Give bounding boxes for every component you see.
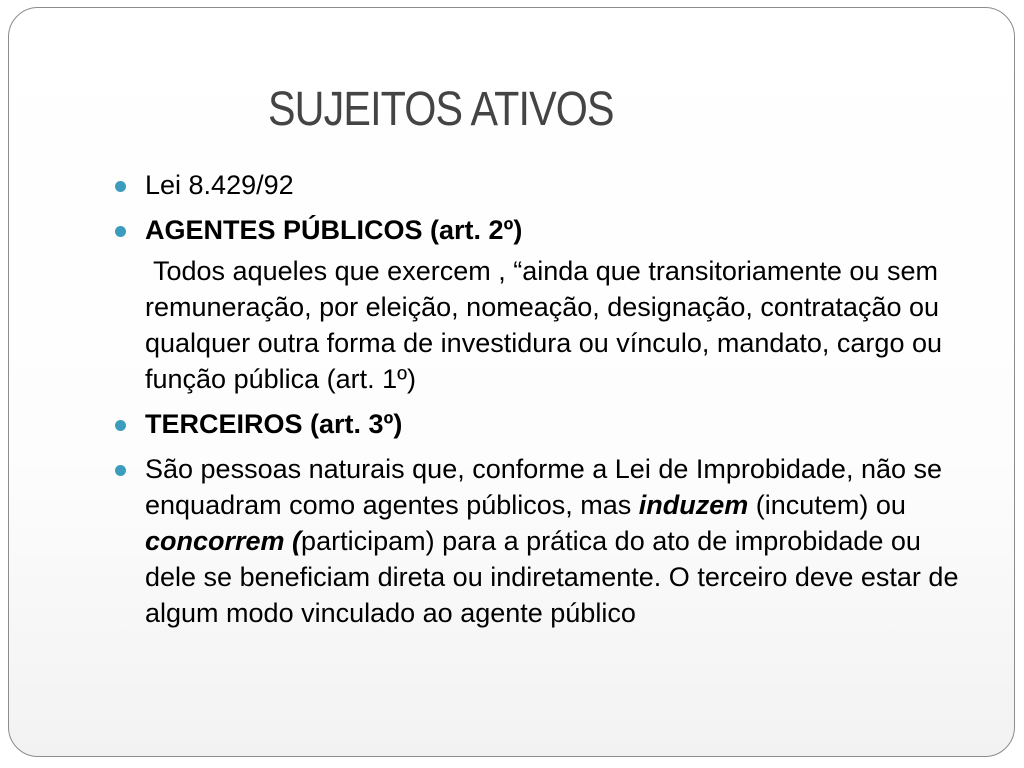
- slide-body: [145, 167, 975, 631]
- bullet-icon: [115, 420, 126, 431]
- emphasis-text: concorrem (: [145, 526, 302, 556]
- bullet-item-terceiros-definition: [145, 451, 975, 631]
- definition-text: Todos aqueles que exercem , “ainda que transitoriamente ou sem remuneração, por eleição, nomeação, designação, contratação ou qualquer outra forma de investidura ou vínculo, mandato, cargo ou função pública (art. 1º): [145, 256, 942, 394]
- bullet-item-terceiros: [145, 406, 975, 442]
- bullet-item-agentes-publicos: [145, 212, 975, 248]
- definition-paragraph: [145, 253, 975, 397]
- bullet-icon: [115, 226, 126, 237]
- bullet-icon: [115, 181, 126, 192]
- text-run: São pessoas naturais que, conforme a Lei de Improbidade, não se enquadram como agentes públicos, mas: [145, 454, 943, 520]
- text-run: (incutem) ou: [748, 490, 906, 520]
- bullet-text: Lei 8.429/92: [145, 170, 294, 200]
- bullet-icon: [115, 465, 126, 476]
- bullet-heading: AGENTES PÚBLICOS (art. 2º): [145, 215, 523, 245]
- bullet-item-lei: [145, 167, 975, 203]
- emphasis-text: induzem: [638, 490, 749, 520]
- bullet-heading: TERCEIROS (art. 3º): [145, 409, 403, 439]
- text-run: participam) para a prática do ato de improbidade ou dele se beneficiam direta ou indiretamente. O terceiro deve estar de algum modo vinculado ao agente público: [145, 526, 959, 628]
- slide-title: SUJEITOS ATIVOS: [268, 83, 614, 136]
